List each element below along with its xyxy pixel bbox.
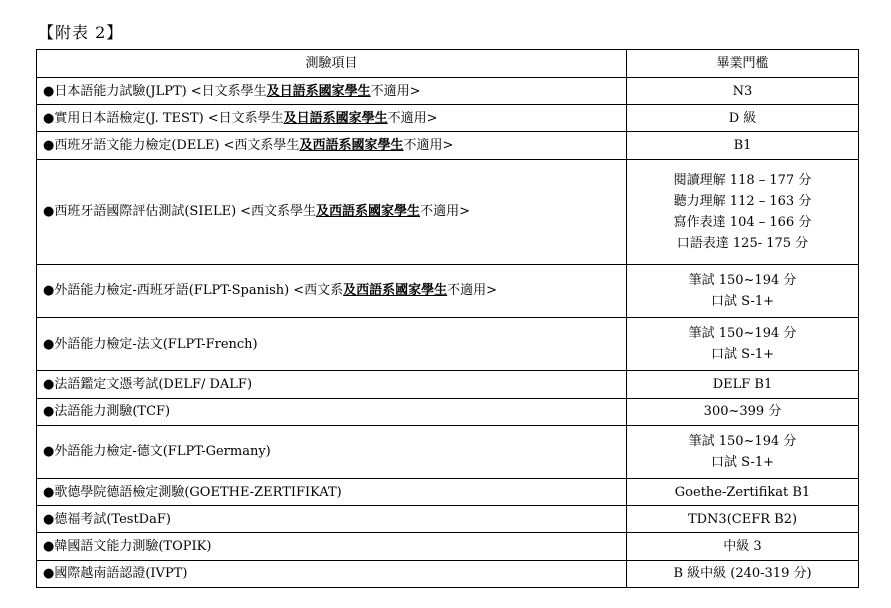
table-row bbox=[37, 478, 859, 505]
requirement-line: 筆試 150~194 分 bbox=[688, 326, 797, 342]
exam-cell bbox=[37, 398, 627, 425]
exam-cell bbox=[37, 506, 627, 533]
exam-name: ●法語能力測驗(TCF) bbox=[43, 404, 171, 420]
exam-cell bbox=[37, 425, 627, 478]
exam-note-suffix: 不適用> bbox=[403, 138, 454, 154]
exam-note: <西文系學生 bbox=[240, 204, 317, 220]
exam-note-emphasis: 及日語系國家學生 bbox=[266, 83, 371, 99]
exam-name: ●外語能力檢定-西班牙語(FLPT-Spanish) bbox=[43, 283, 290, 299]
requirement-cell bbox=[627, 560, 859, 587]
exam-note-emphasis: 及西語系國家學生 bbox=[299, 138, 404, 154]
table-row bbox=[37, 533, 859, 560]
exam-note-suffix: 不適用> bbox=[420, 204, 470, 220]
requirement-cell bbox=[627, 478, 859, 505]
requirement-line: 聽力理解 112 – 163 分 bbox=[673, 193, 812, 209]
exam-name: ●外語能力檢定-德文(FLPT-Germany) bbox=[43, 444, 271, 460]
page-title: 【附表 2】 bbox=[38, 23, 124, 42]
exam-note-suffix: 不適用> bbox=[387, 110, 438, 126]
exam-cell bbox=[37, 132, 627, 159]
requirement-cell bbox=[627, 398, 859, 425]
requirement-cell bbox=[627, 533, 859, 560]
exam-cell bbox=[37, 264, 627, 317]
exam-name: ●實用日本語檢定(J. TEST) bbox=[43, 110, 204, 126]
requirement-line: 中級 3 bbox=[723, 539, 762, 554]
exam-name: ●外語能力檢定-法文(FLPT-French) bbox=[43, 336, 258, 352]
table-row bbox=[37, 132, 859, 159]
exam-cell bbox=[37, 560, 627, 587]
table-row bbox=[37, 425, 859, 478]
exam-cell bbox=[37, 533, 627, 560]
exam-cell bbox=[37, 105, 627, 132]
requirement-line: 口試 S-1+ bbox=[710, 454, 775, 470]
requirement-line: TDN3(CEFR B2) bbox=[687, 511, 798, 527]
exam-cell bbox=[37, 371, 627, 398]
table-row bbox=[37, 506, 859, 533]
requirement-line: 口試 S-1+ bbox=[710, 293, 775, 309]
requirement-line: 300~399 分 bbox=[703, 404, 782, 420]
requirement-cell bbox=[627, 506, 859, 533]
exam-name: ●西班牙語國際評估測試(SIELE) bbox=[43, 204, 237, 220]
table-header-row bbox=[37, 50, 859, 78]
requirement-cell bbox=[627, 264, 859, 317]
requirement-cell bbox=[627, 159, 859, 264]
header-exam: 測驗項目 bbox=[37, 50, 627, 78]
table-row bbox=[37, 159, 859, 264]
table-row bbox=[37, 264, 859, 317]
exam-note-emphasis: 及西語系國家學生 bbox=[316, 204, 421, 220]
requirement-line: 口語表達 125- 175 分 bbox=[676, 235, 809, 251]
requirement-line: DELF B1 bbox=[712, 376, 773, 392]
table-row bbox=[37, 560, 859, 587]
exam-note-emphasis: 及日語系國家學生 bbox=[283, 110, 388, 126]
requirement-cell bbox=[627, 425, 859, 478]
exam-note-emphasis: 及西語系國家學生 bbox=[343, 283, 448, 299]
table-row bbox=[37, 318, 859, 371]
table-row bbox=[37, 398, 859, 425]
exam-name: ●歌德學院德語檢定測驗(GOETHE-ZERTIFIKAT) bbox=[43, 484, 342, 500]
exam-note: <日文系學生 bbox=[190, 83, 267, 99]
exam-cell bbox=[37, 78, 627, 105]
exam-cell bbox=[37, 478, 627, 505]
requirement-line: D 級 bbox=[728, 110, 757, 126]
requirement-line: B1 bbox=[733, 138, 752, 154]
requirement-line: N3 bbox=[732, 83, 753, 99]
requirement-line: 筆試 150~194 分 bbox=[688, 433, 797, 449]
exam-name: ●韓國語文能力測驗(TOPIK) bbox=[43, 539, 212, 554]
requirement-cell bbox=[627, 318, 859, 371]
exam-note: <西文系學生 bbox=[223, 138, 300, 154]
exam-cell bbox=[37, 318, 627, 371]
exam-name: ●德福考試(TestDaF) bbox=[43, 511, 171, 527]
exam-name: ●日本語能力試驗(JLPT) bbox=[43, 83, 187, 99]
table-row bbox=[37, 371, 859, 398]
exam-name: ●國際越南語認證(IVPT) bbox=[43, 566, 188, 582]
requirement-line: 寫作表達 104 – 166 分 bbox=[673, 214, 812, 230]
requirement-cell bbox=[627, 132, 859, 159]
requirement-cell bbox=[627, 78, 859, 105]
exam-note-suffix: 不適用> bbox=[447, 283, 498, 299]
requirement-line: 筆試 150~194 分 bbox=[688, 272, 797, 288]
exam-note-suffix: 不適用> bbox=[370, 83, 421, 99]
requirement-line: 口試 S-1+ bbox=[710, 347, 775, 363]
exam-name: ●西班牙語文能力檢定(DELE) bbox=[43, 138, 220, 154]
table-row bbox=[37, 105, 859, 132]
requirement-line: B 級中級 (240-319 分) bbox=[673, 566, 812, 582]
exam-note: <日文系學生 bbox=[207, 110, 284, 126]
table-row bbox=[37, 78, 859, 105]
requirement-line: 閱讀理解 118 – 177 分 bbox=[673, 172, 812, 188]
exam-cell bbox=[37, 159, 627, 264]
requirement-cell bbox=[627, 371, 859, 398]
header-requirement: 畢業門檻 bbox=[627, 50, 859, 78]
exam-name: ●法語鑑定文憑考試(DELF/ DALF) bbox=[43, 376, 253, 392]
requirements-table bbox=[36, 49, 859, 588]
requirement-cell bbox=[627, 105, 859, 132]
exam-note: <西文系 bbox=[293, 283, 344, 299]
requirement-line: Goethe-Zertifikat B1 bbox=[674, 484, 811, 500]
